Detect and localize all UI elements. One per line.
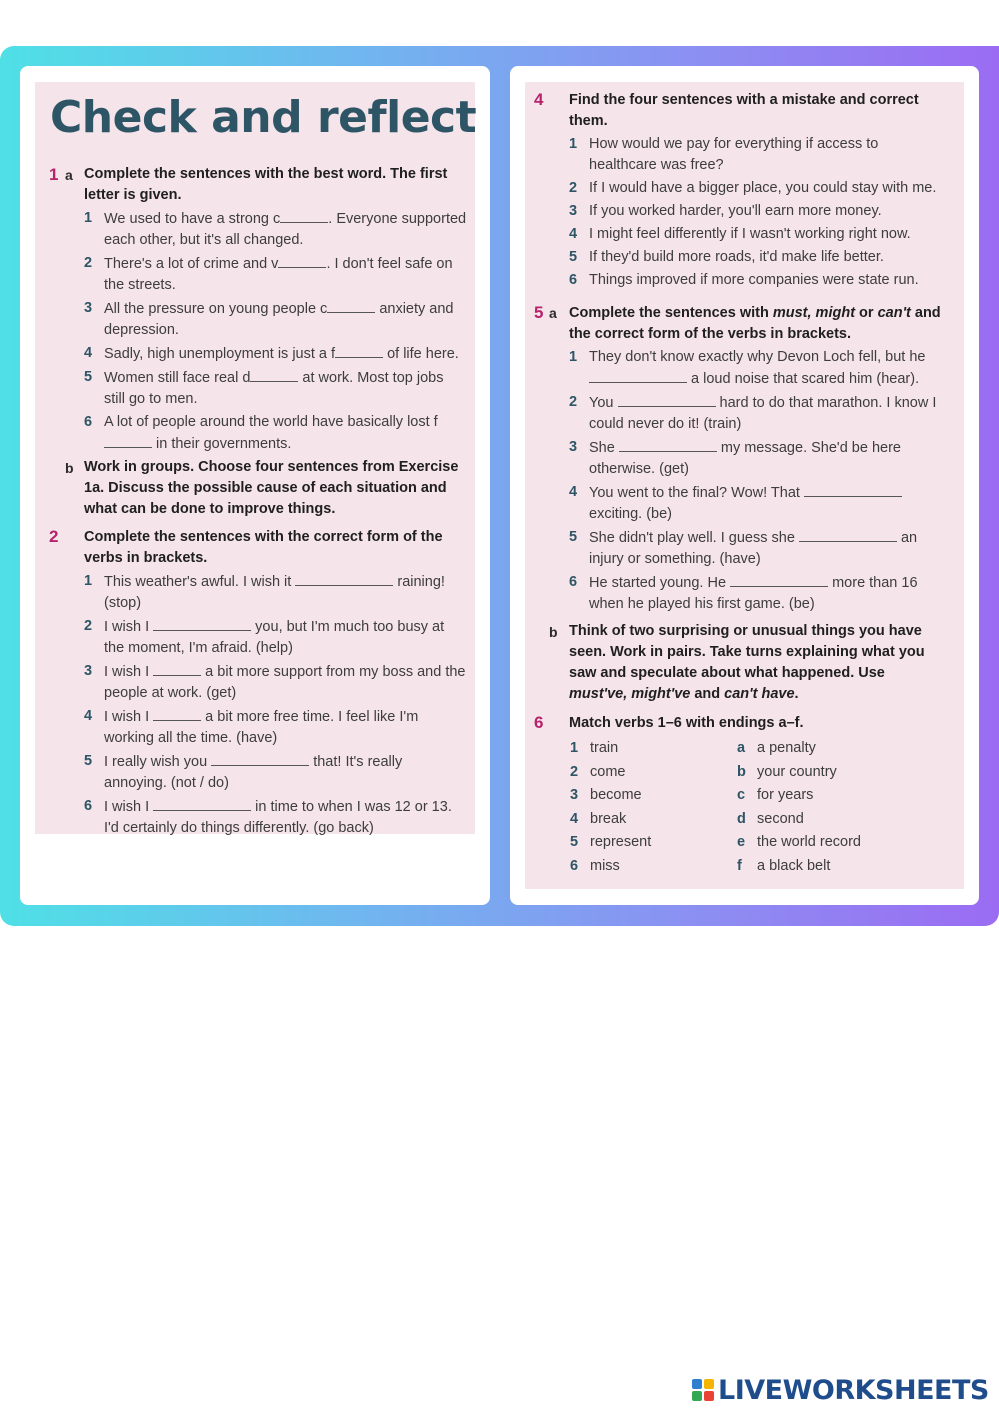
item-text: that! It's really annoying. (not / do) [104, 754, 403, 791]
instruction-text: and [690, 686, 725, 702]
item-text: I might feel differently if I wasn't working right now. [589, 226, 911, 242]
verb[interactable]: come [590, 763, 626, 780]
item-text: If I would have a bigger place, you could stay with me. [589, 180, 937, 196]
answer-blank[interactable] [804, 482, 902, 497]
matching-row [570, 858, 950, 882]
answer-blank[interactable] [280, 208, 328, 223]
list-item [569, 437, 944, 480]
instruction-italic: must, might [772, 305, 856, 321]
exercise-1a-list [84, 208, 468, 455]
item-number: 5 [569, 249, 578, 265]
list-item [569, 178, 944, 199]
instruction-text: or [855, 305, 878, 321]
matching-row [570, 787, 950, 811]
list-item [569, 347, 944, 390]
verb-number: 6 [570, 857, 579, 874]
item-text: She [589, 440, 619, 456]
item-number: 5 [569, 529, 578, 545]
ending-letter: d [737, 810, 746, 827]
item-text: Things improved if more companies were state run. [589, 272, 919, 288]
exercise-2-instruction: Complete the sentences with the correct form of the verbs in brackets. [84, 529, 443, 566]
answer-blank[interactable] [619, 437, 717, 452]
ending[interactable]: for years [757, 787, 814, 804]
list-item [569, 247, 944, 268]
item-text: This weather's awful. I wish it [104, 574, 296, 590]
item-text: a loud noise that scared him (hear). [687, 371, 920, 387]
item-number: 6 [84, 798, 93, 814]
instruction-text: . [794, 686, 799, 702]
instruction-italic: must've, might've [569, 686, 691, 702]
item-text: I wish I [104, 709, 154, 725]
item-text: We used to have a strong c [104, 211, 281, 227]
answer-blank[interactable] [104, 433, 152, 448]
answer-blank[interactable] [278, 253, 326, 268]
answer-blank[interactable] [250, 367, 298, 382]
answer-blank[interactable] [589, 368, 687, 383]
verb[interactable]: train [590, 740, 619, 756]
exercise-5b [569, 621, 944, 705]
answer-blank[interactable] [295, 571, 393, 586]
exercise-5b-letter: b [549, 624, 558, 640]
exercise-2-list [84, 571, 468, 839]
exercise-5-number: 5 [534, 303, 544, 322]
item-number: 4 [569, 484, 578, 500]
liveworksheets-mark-icon [692, 1379, 714, 1401]
item-text: . I don't feel safe on the streets. [104, 256, 453, 293]
item-number: 2 [84, 255, 93, 271]
item-text: There's a lot of crime and v [104, 256, 279, 272]
answer-blank[interactable] [730, 572, 828, 587]
verb-number: 3 [570, 787, 579, 804]
item-number: 5 [84, 369, 93, 385]
ending-letter: f [737, 857, 742, 874]
list-item [84, 616, 468, 659]
item-number: 2 [569, 180, 578, 196]
list-item [84, 706, 468, 749]
answer-blank[interactable] [153, 796, 251, 811]
matching-row [570, 811, 950, 835]
item-number: 5 [84, 753, 93, 769]
list-item [569, 482, 944, 525]
item-text: If they'd build more roads, it'd make life better. [589, 249, 884, 265]
verb[interactable]: break [590, 810, 627, 827]
item-text: A lot of people around the world have basically lost f [104, 414, 438, 430]
ending[interactable]: the world record [757, 834, 861, 851]
page-title: Check and reflect [50, 92, 477, 143]
matching-row [570, 834, 950, 858]
list-item [84, 661, 468, 704]
exercise-5b-instruction [569, 621, 944, 705]
exercise-5a-letter: a [549, 305, 557, 321]
list-item [84, 298, 468, 341]
instruction-italic: can't have [724, 686, 795, 702]
answer-blank[interactable] [327, 298, 375, 313]
item-text: If you worked harder, you'll earn more money. [589, 203, 882, 219]
list-item [84, 253, 468, 296]
list-item [569, 572, 944, 615]
item-text: I wish I [104, 664, 154, 680]
item-text: He started young. He [589, 575, 731, 591]
item-text: you, but I'm much too busy at the moment, I'm afraid. (help) [104, 619, 445, 656]
instruction-text: and the correct form of the verbs in brackets. [569, 305, 941, 342]
item-number: 4 [84, 708, 93, 724]
item-number: 6 [84, 414, 93, 430]
item-text: a bit more support from my boss and the people at work. (get) [104, 664, 466, 701]
exercise-5a [569, 303, 944, 617]
ending[interactable]: your country [757, 763, 837, 780]
exercise-6-instruction: Match verbs 1–6 with endings a–f. [569, 715, 804, 731]
answer-blank[interactable] [799, 527, 897, 542]
exercise-5a-list [569, 347, 944, 615]
list-item [569, 392, 944, 435]
answer-blank[interactable] [335, 343, 383, 358]
item-text: raining! (stop) [104, 574, 445, 611]
ending-letter: b [737, 763, 746, 780]
answer-blank[interactable] [618, 392, 716, 407]
list-item [84, 751, 468, 794]
item-text: an injury or something. (have) [589, 530, 918, 567]
item-text: . Everyone supported each other, but it's all changed. [104, 211, 467, 248]
item-text: I really wish you [104, 754, 212, 770]
list-item [84, 571, 468, 614]
item-text: All the pressure on young people c [104, 301, 328, 317]
list-item [84, 796, 468, 839]
answer-blank[interactable] [153, 706, 201, 721]
ending[interactable]: second [757, 810, 804, 827]
item-number: 6 [569, 574, 578, 590]
item-number: 3 [569, 203, 578, 219]
answer-blank[interactable] [153, 616, 251, 631]
ending[interactable]: a black belt [757, 857, 831, 874]
instruction-text: Think of two surprising or unusual things you have seen. Work in pairs. Take turns explaining what you saw and speculate about what happened. Use [569, 623, 925, 681]
item-text: They don't know exactly why Devon Loch fell, but he [589, 349, 926, 365]
verb-number: 1 [570, 740, 579, 756]
matching-row [570, 740, 950, 764]
item-text: exciting. (be) [589, 506, 673, 522]
list-item [569, 527, 944, 570]
exercise-6 [569, 713, 944, 734]
list-item [569, 201, 944, 222]
verb[interactable]: become [590, 787, 642, 804]
list-item [569, 270, 944, 291]
item-text: anxiety and depression. [104, 301, 454, 338]
item-number: 3 [84, 663, 93, 679]
item-number: 1 [84, 573, 93, 589]
exercise-2-number: 2 [49, 527, 59, 546]
exercise-5a-instruction [569, 303, 944, 345]
liveworksheets-logo[interactable] [692, 1374, 989, 1406]
answer-blank[interactable] [153, 661, 201, 676]
item-text: Sadly, high unemployment is just a f [104, 346, 336, 362]
item-number: 1 [569, 136, 578, 152]
item-text: You [589, 395, 618, 411]
exercise-4-list [569, 134, 944, 291]
item-text: more than 16 when he played his first game. (be) [589, 575, 918, 612]
verb-number: 5 [570, 834, 579, 851]
exercise-1a [84, 164, 468, 457]
item-text: in time to when I was 12 or 13. I'd certainly do things differently. (go back) [104, 799, 452, 836]
item-text: hard to do that marathon. I know I could never do it! (train) [589, 395, 937, 432]
ending[interactable]: a penalty [757, 740, 816, 756]
list-item [84, 367, 468, 410]
item-number: 2 [84, 618, 93, 634]
matching-row [570, 764, 950, 788]
brand-name: LIVEWORKSHEETS [718, 1374, 989, 1406]
item-text: I wish I [104, 619, 154, 635]
instruction-text: Complete the sentences with [569, 305, 773, 321]
exercise-1b-instruction: Work in groups. Choose four sentences from Exercise 1a. Discuss the possible cause of each situation and what can be done to improve things. [84, 459, 459, 517]
item-text: You went to the final? Wow! That [589, 485, 804, 501]
item-text: in their governments. [152, 436, 292, 452]
item-number: 3 [84, 300, 93, 316]
item-number: 1 [84, 210, 93, 226]
item-number: 6 [569, 272, 578, 288]
verb-number: 4 [570, 810, 579, 827]
exercise-1-number: 1 [49, 165, 59, 184]
item-number: 1 [569, 349, 578, 365]
item-text: Women still face real d [104, 370, 251, 386]
item-number: 2 [569, 394, 578, 410]
exercise-1a-letter: a [65, 167, 73, 183]
exercise-1b [84, 457, 468, 520]
item-text: my message. She'd be here otherwise. (get) [589, 440, 901, 477]
item-number: 4 [84, 345, 93, 361]
verb-number: 2 [570, 763, 579, 780]
ending-letter: a [737, 740, 746, 756]
exercise-1a-instruction: Complete the sentences with the best word. The first letter is given. [84, 166, 448, 203]
item-number: 3 [569, 439, 578, 455]
item-text: a bit more free time. I feel like I'm working all the time. (have) [104, 709, 419, 746]
verb[interactable]: represent [590, 834, 652, 851]
item-text: at work. Most top jobs still go to men. [104, 370, 444, 407]
instruction-italic: can't [877, 305, 911, 321]
ending-letter: e [737, 834, 746, 851]
list-item [569, 134, 944, 176]
matching-table [570, 740, 950, 882]
list-item [84, 208, 468, 251]
item-text: of life here. [383, 346, 459, 362]
verb[interactable]: miss [590, 857, 620, 874]
list-item [569, 224, 944, 245]
item-text: How would we pay for everything if access to healthcare was free? [589, 136, 879, 173]
answer-blank[interactable] [211, 751, 309, 766]
exercise-4-number: 4 [534, 90, 544, 109]
exercise-6-number: 6 [534, 713, 544, 732]
exercise-4-instruction: Find the four sentences with a mistake and correct them. [569, 92, 919, 129]
item-number: 4 [569, 226, 578, 242]
list-item [84, 412, 468, 455]
exercise-4 [569, 90, 944, 293]
item-text: She didn't play well. I guess she [589, 530, 799, 546]
item-text: I wish I [104, 799, 154, 815]
exercise-1b-letter: b [65, 460, 74, 476]
exercise-2 [84, 527, 468, 841]
ending-letter: c [737, 787, 746, 804]
list-item [84, 343, 468, 365]
